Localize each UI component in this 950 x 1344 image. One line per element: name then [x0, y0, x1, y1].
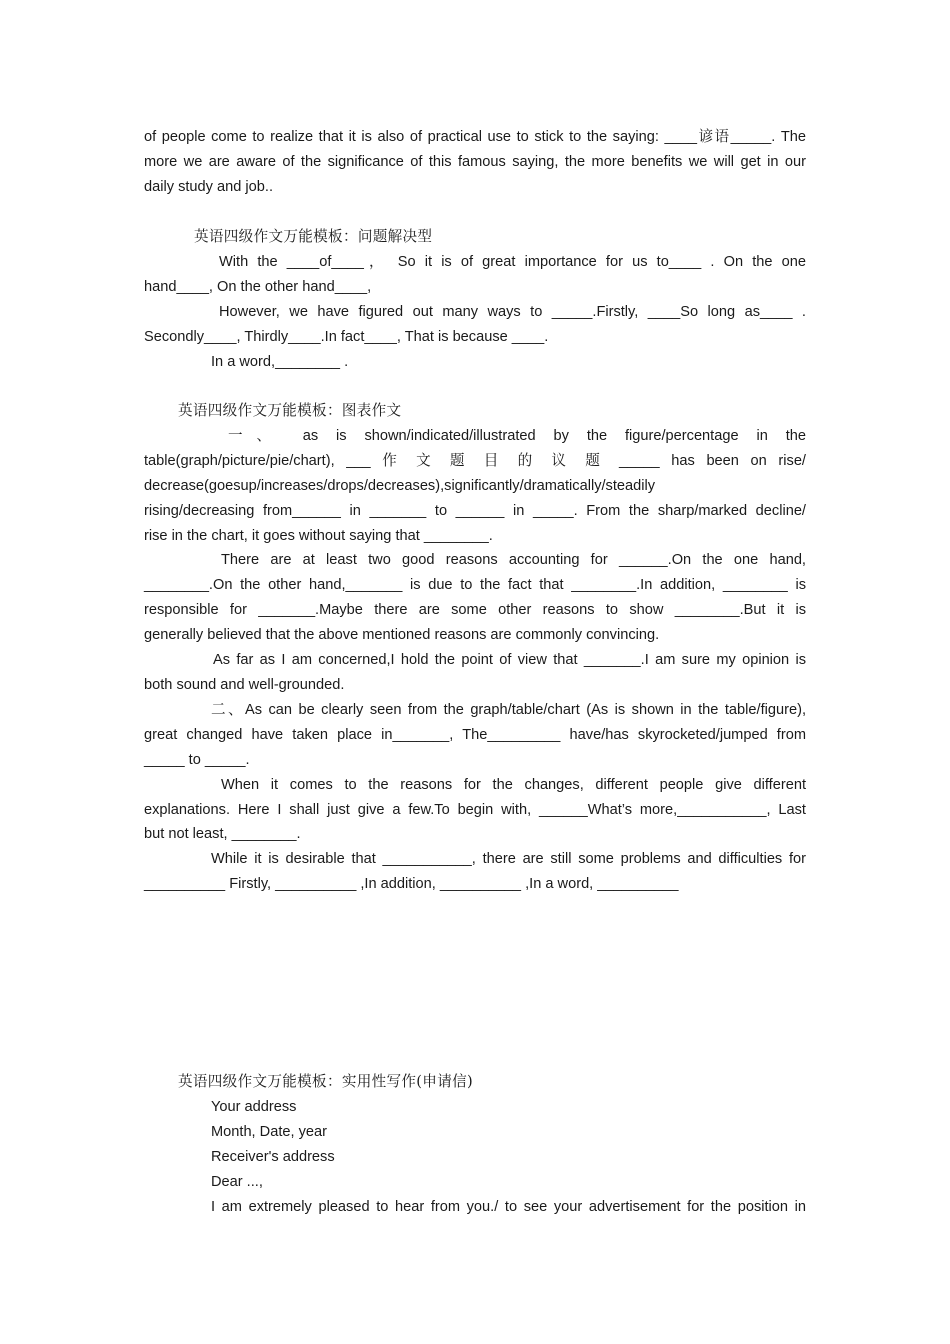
- chart-p4-line-1: 二、As can be clearly seen from the graph/table/chart (As is shown in the table/figure),: [211, 701, 806, 718]
- chart-p5-line-3: but not least, ________.: [144, 826, 301, 843]
- chart-p2-line-4: generally believed that the above mentioned reasons are commonly convincing.: [144, 627, 660, 644]
- chart-essay-heading: 英语四级作文万能模板：图表作文: [178, 402, 402, 419]
- ps-line-3: However, we have figured out many ways to _____.Firstly, ____So long as____ .: [219, 303, 806, 320]
- application-letter-heading: 英语四级作文万能模板：实用性写作(申请信): [178, 1073, 473, 1090]
- letter-body-line-1: I am extremely pleased to hear from you./ to see your advertisement for the position in: [211, 1198, 806, 1215]
- chart-p3-line-2: both sound and well-grounded.: [144, 676, 345, 693]
- intro-paragraph: [144, 125, 806, 200]
- chart-p6-line-2: __________ Firstly, __________ ,In addition, __________ ,In a word, __________: [144, 876, 679, 893]
- chart-p6-line-1: While it is desirable that ___________, there are still some problems and difficulties for: [211, 851, 806, 868]
- chart-essay-section: [144, 399, 806, 897]
- letter-salutation: Dear ...,: [211, 1173, 263, 1190]
- chart-p4-line-2: great changed have taken place in_______, The_________ have/has skyrocketed/jumped from: [144, 726, 806, 743]
- chart-p5-line-2: explanations. Here I shall just give a few.To begin with, ______What’s more,___________, Last: [144, 801, 806, 818]
- chart-p2-line-3: responsible for _______.Maybe there are some other reasons to show ________.But it is: [144, 602, 806, 619]
- chart-p5-line-1: When it comes to the reasons for the changes, different people give different: [221, 776, 806, 793]
- intro-line-3: daily study and job..: [144, 178, 273, 195]
- letter-date: Month, Date, year: [211, 1123, 327, 1140]
- ps-line-5: In a word,________ .: [211, 353, 349, 370]
- chart-p1-line-3: decrease(goesup/increases/drops/decreases),significantly/dramatically/steadily: [144, 477, 656, 494]
- problem-solution-heading: 英语四级作文万能模板：问题解决型: [194, 228, 433, 245]
- letter-receiver-address: Receiver's address: [211, 1148, 335, 1165]
- chart-p1-line-2: table(graph/picture/pie/chart), ___ 作 文 题 目 的 议 题 _____ has been on rise/: [144, 452, 806, 469]
- intro-line-2: more we are aware of the significance of this famous saying, the more benefits we will get in our: [144, 153, 806, 170]
- letter-your-address: Your address: [211, 1098, 297, 1115]
- chart-p2-line-2: ________.On the other hand,_______ is due to the fact that ________.In addition, ________ is: [144, 577, 806, 594]
- problem-solution-section: [144, 225, 806, 374]
- chart-p3-line-1: As far as I am concerned,I hold the point of view that _______.I am sure my opinion is: [213, 652, 806, 669]
- intro-line-1: of people come to realize that it is also of practical use to stick to the saying: ____谚语_____. The: [144, 129, 806, 145]
- chart-p2-line-1: There are at least two good reasons accounting for ______.On the one hand,: [221, 552, 806, 569]
- ps-line-4: Secondly____, Thirdly____.In fact____, That is because ____.: [144, 328, 549, 345]
- chart-p1-line-5: rise in the chart, it goes without saying that ________.: [144, 527, 493, 544]
- chart-p1-line-1: 一、 as is shown/indicated/illustrated by the figure/percentage in the: [228, 427, 806, 444]
- ps-line-2: hand____, On the other hand____,: [144, 278, 372, 295]
- chart-p4-line-3: _____ to _____.: [144, 751, 250, 768]
- application-letter-section: [144, 1070, 806, 1219]
- ps-line-1: With the ____of____， So it is of great importance for us to____ . On the one: [219, 253, 806, 270]
- chart-p1-line-4: rising/decreasing from______ in _______ to ______ in _____. From the sharp/marked decline/: [144, 502, 806, 519]
